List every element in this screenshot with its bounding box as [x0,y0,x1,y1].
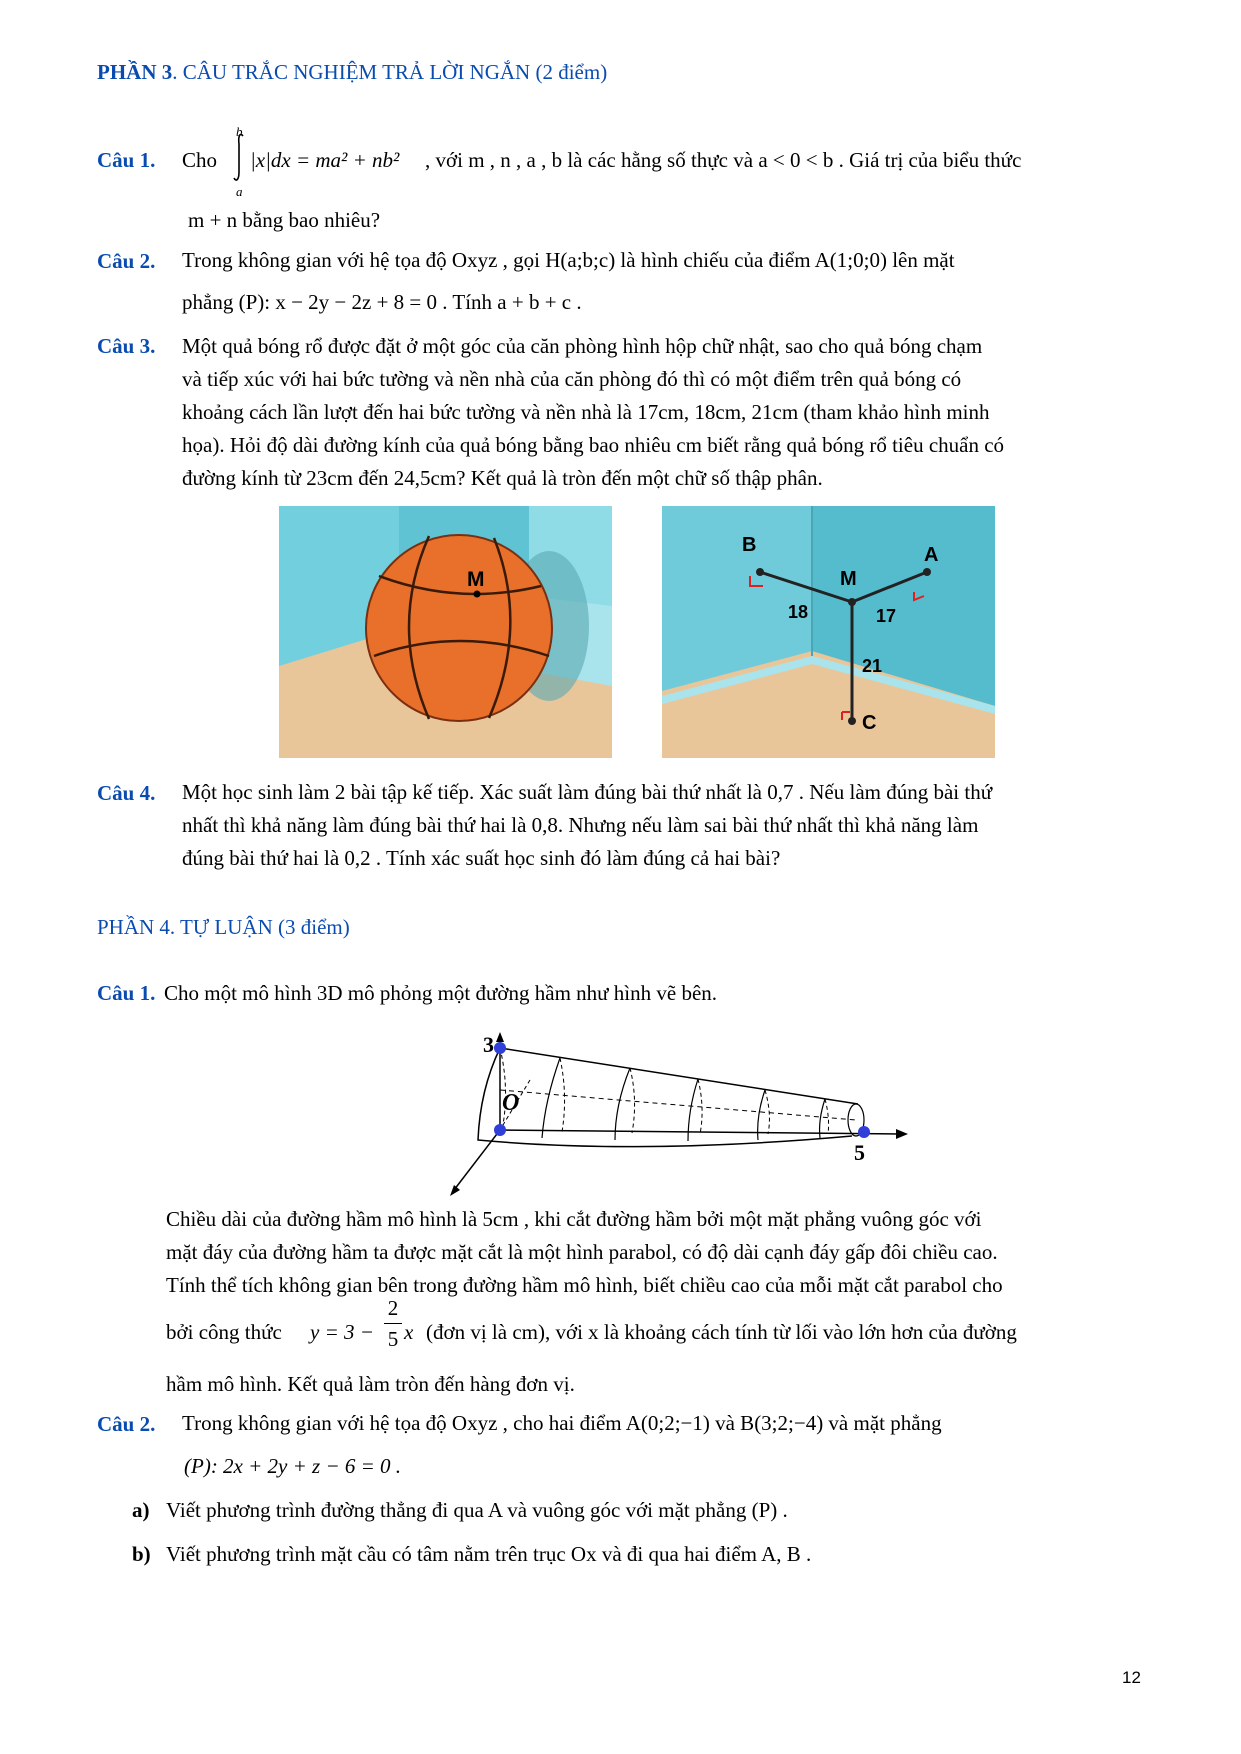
q3-4-line: Một học sinh làm 2 bài tập kế tiếp. Xác suất làm đúng bài thứ nhất là 0,7 . Nếu làm đúng bài thứ [182,780,993,804]
q3-3-text [182,330,1152,495]
q3-3-line: và tiếp xúc với hai bức tường và nền nhà của căn phòng đó thì có một điểm trên quả bóng có [182,367,962,391]
part3-heading-num: PHẦN 3 [97,60,173,84]
q4-1-formula-x: x [404,1320,414,1344]
q3-3-line: họa). Hỏi độ dài đường kính của quả bóng bằng bao nhiêu cm biết rằng quả bóng rổ tiêu chuẩn có [182,433,1005,457]
q3-1-integrand: |x|dx = ma² + nb² [250,148,400,172]
q4-2-a-text: Viết phương trình đường thẳng đi qua A và vuông góc với mặt phẳng (P) . [166,1498,788,1522]
distance-label-18: 18 [788,602,809,622]
q3-4-line: đúng bài thứ hai là 0,2 . Tính xác suất học sinh đó làm đúng cả hai bài? [182,846,781,870]
tunnel-label-5: 5 [854,1140,865,1165]
q4-1-frac-bar [384,1323,402,1324]
part4-heading: PHẦN 4. TỰ LUẬN (3 điểm) [97,915,350,939]
q4-1-formula-pre: bởi công thức [166,1320,282,1344]
tunnel-label-origin: O [502,1090,520,1116]
q4-1-para-line: Chiều dài của đường hầm mô hình là 5cm , khi cắt đường hầm bởi một mặt phẳng vuông góc với [166,1207,982,1231]
q3-1-cho: Cho [182,148,218,172]
q4-1-last: hầm mô hình. Kết quả làm tròn đến hàng đơn vị. [166,1372,575,1396]
q4-1-para-line: Tính thể tích không gian bên trong đường hầm mô hình, biết chiều cao của mỗi mặt cắt parabol cho [166,1273,1003,1297]
q3-1-label: Câu 1. [97,148,156,172]
q3-1-line2: m + n bằng bao nhiêu? [188,208,381,232]
q4-1-paragraph [166,1203,1154,1302]
corner-distance-figure [662,506,995,758]
q4-1-line1: Cho một mô hình 3D mô phỏng một đường hầm như hình vẽ bên. [164,981,718,1005]
basketball-corner-figure [279,506,612,758]
q4-1-frac-num: 2 [387,1296,399,1320]
q4-2-label: Câu 2. [97,1412,156,1436]
q4-2-b-label: b) [132,1542,151,1566]
q3-1-int-upper: b [236,124,243,139]
distance-label-17: 17 [876,606,897,626]
point-label-m: M [840,568,857,590]
q3-1-int-lower: a [236,184,243,199]
tunnel-3d-figure [440,1030,910,1200]
q3-3-line: đường kính từ 23cm đến 24,5cm? Kết quả là tròn đến một chữ số thập phân. [182,466,823,490]
ball-point-label-m: M [467,568,485,591]
q3-2-label: Câu 2. [97,249,156,273]
q3-4-label: Câu 4. [97,781,156,805]
q3-4-line: nhất thì khả năng làm đúng bài thứ hai là 0,8. Nhưng nếu làm sai bài thứ nhất thì khả năng làm [182,813,979,837]
q4-2-b-text: Viết phương trình mặt cầu có tâm nằm trên trục Ox và đi qua hai điểm A, B . [166,1542,812,1566]
q3-1-rest: , với m , n , a , b là các hằng số thực và a < 0 < b . Giá trị của biểu thức [425,148,1022,172]
point-label-b: B [742,534,757,556]
q4-1-label: Câu 1. [97,981,156,1005]
q3-3-line: Một quả bóng rổ được đặt ở một góc của căn phòng hình hộp chữ nhật, sao cho quả bóng chạm [182,334,983,358]
q3-2-line1: Trong không gian với hệ tọa độ Oxyz , gọi H(a;b;c) là hình chiếu của điểm A(1;0;0) lên mặt [182,248,955,272]
q4-1-frac-den: 5 [387,1327,399,1351]
q3-2-line2: phẳng (P): x − 2y − 2z + 8 = 0 . Tính a + b + c . [182,290,582,314]
part3-heading [97,60,607,85]
q4-1-para-line: mặt đáy của đường hầm ta được mặt cắt là một hình parabol, có độ dài cạnh đáy gấp đôi chiều cao. [166,1240,998,1264]
q3-3-label: Câu 3. [97,334,156,358]
q3-3-line: khoảng cách lần lượt đến hai bức tường và nền nhà là 17cm, 18cm, 21cm (tham khảo hình minh [182,400,990,424]
q3-4-text [182,776,1152,875]
part3-heading-rest: . CÂU TRẮC NGHIỆM TRẢ LỜI NGẮN (2 điểm) [172,60,608,84]
point-label-a: A [924,544,939,566]
q4-2-a-label: a) [132,1498,150,1522]
point-label-c: C [862,712,877,734]
distance-label-21: 21 [862,656,883,676]
tunnel-label-3: 3 [483,1032,494,1057]
q4-2-line1: Trong không gian với hệ tọa độ Oxyz , cho hai điểm A(0;2;−1) và B(3;2;−4) và mặt phẳng [182,1411,942,1435]
q4-2-line2: (P): 2x + 2y + z − 6 = 0 . [184,1454,402,1478]
q4-1-formula-post: (đơn vị là cm), với x là khoảng cách tính từ lối vào lớn hơn của đường [426,1320,1017,1344]
page-number: 12 [1122,1668,1141,1687]
q4-1-formula-y: y = 3 − [310,1320,374,1344]
